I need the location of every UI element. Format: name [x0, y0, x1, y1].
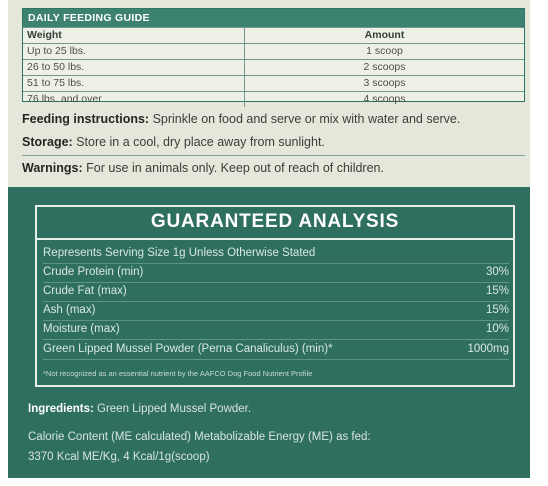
weight-cell: 51 to 75 lbs.	[23, 76, 245, 91]
daily-feeding-guide-table	[22, 8, 525, 105]
weight-column-header: Weight	[23, 28, 245, 43]
ingredients-text: Green Lipped Mussel Powder.	[93, 403, 252, 415]
amount-cell: 3 scoops	[363, 77, 406, 89]
amount-cell: 1 scoop	[366, 45, 403, 57]
table-row	[23, 91, 524, 107]
calorie-content-line-1: Calorie Content (ME calculated) Metabolizable Energy (ME) as fed:	[28, 431, 371, 443]
analysis-value: 1000mg	[467, 343, 509, 355]
amount-cell: 2 scoops	[363, 61, 406, 73]
table-row	[23, 43, 524, 59]
table-row	[43, 320, 509, 340]
warnings-text: For use in animals only. Keep out of reach of children.	[82, 161, 384, 175]
analysis-label: Moisture (max)	[43, 323, 120, 335]
serving-size-text: Represents Serving Size 1g Unless Otherwise Stated	[43, 247, 316, 259]
analysis-label: Ash (max)	[43, 304, 96, 316]
feeding-instructions-text: Sprinkle on food and serve or mix with water and serve.	[149, 112, 461, 126]
ingredients-label: Ingredients:	[28, 403, 94, 415]
table-row	[43, 263, 509, 283]
analysis-value: 15%	[485, 304, 509, 316]
weight-cell: 26 to 50 lbs.	[23, 60, 245, 75]
analysis-footnote: *Not recognized as an essential nutrient by the AAFCO Dog Food Nutrient Profile	[43, 369, 313, 378]
guaranteed-analysis-box	[35, 205, 515, 387]
storage-label: Storage:	[22, 135, 73, 149]
analysis-label: Crude Fat (max)	[43, 285, 127, 297]
warnings-label: Warnings:	[22, 161, 83, 175]
guaranteed-analysis-title: GUARANTEED ANALYSIS	[150, 211, 400, 232]
weight-cell: Up to 25 lbs.	[23, 44, 245, 59]
table-row	[43, 282, 509, 302]
calorie-content-line-2: 3370 Kcal ME/Kg, 4 Kcal/1g(scoop)	[28, 451, 210, 463]
table-row	[43, 340, 509, 360]
analysis-value: 10%	[485, 323, 509, 335]
analysis-label: Green Lipped Mussel Powder (Perna Canaliculus) (min)*	[43, 343, 333, 355]
feeding-guide-title: DAILY FEEDING GUIDE	[23, 9, 524, 27]
serving-size-note	[43, 244, 509, 264]
warnings	[22, 161, 384, 175]
table-row	[43, 301, 509, 321]
amount-column-header: Amount	[364, 29, 405, 41]
divider	[22, 155, 525, 156]
feeding-guide-header-row	[23, 27, 524, 43]
analysis-value: 15%	[485, 285, 509, 297]
storage-instructions	[22, 135, 325, 149]
analysis-label: Crude Protein (min)	[43, 266, 144, 278]
amount-cell: 4 scoops	[363, 93, 406, 105]
product-label-panel	[8, 0, 530, 478]
feeding-instructions-label: Feeding instructions:	[22, 112, 150, 126]
divider	[37, 238, 513, 240]
analysis-value: 30%	[485, 266, 509, 278]
table-row	[23, 75, 524, 91]
table-row	[23, 59, 524, 75]
weight-cell: 76 lbs. and over	[23, 92, 245, 107]
storage-text: Store in a cool, dry place away from sunlight.	[72, 135, 325, 149]
ingredients	[28, 403, 251, 415]
feeding-instructions	[22, 112, 460, 126]
